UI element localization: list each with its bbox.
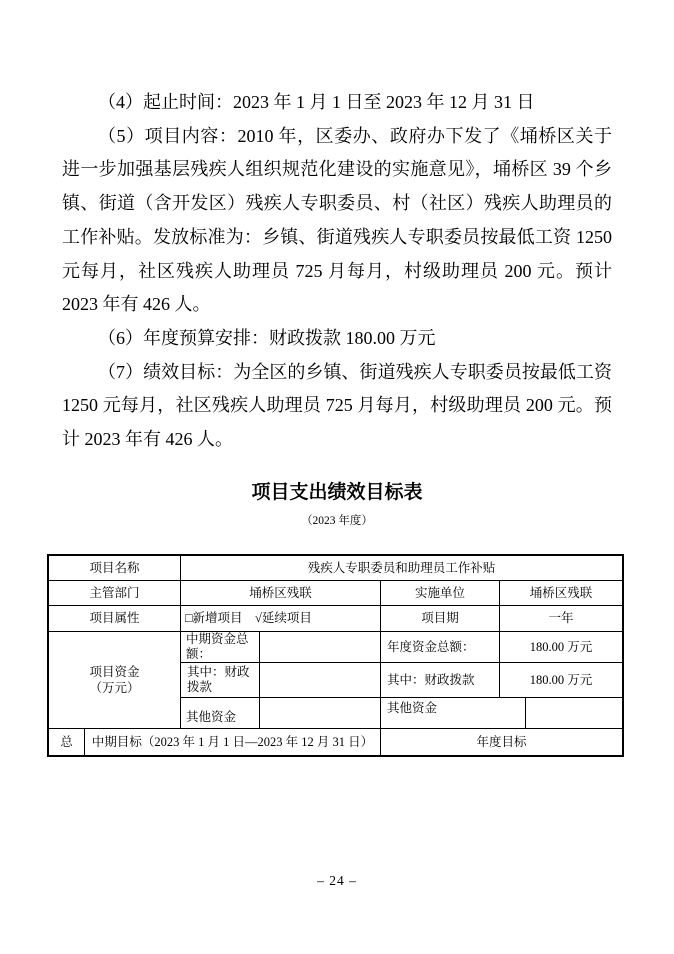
paragraph-7-performance-goal: （7）绩效目标：为全区的乡镇、街道残疾人专职委员按最低工资 1250 元每月，社区残疾人助理员 725 月每月，村级助理员 200 元。预计 2023 年有 426 人。 [62, 361, 612, 450]
cell-midterm-other-label: 其他资金 [181, 698, 260, 729]
page-number: – 24 – [317, 873, 357, 888]
cell-midterm-goal-label: 中期目标（2023 年 1 月 1 日—2023 年 12 月 31 日） [85, 729, 381, 755]
cell-project-period-label: 项目期 [381, 606, 500, 632]
cell-implementing-unit-label: 实施单位 [381, 581, 500, 606]
cell-annual-fiscal-value: 180.00 万元 [500, 663, 622, 698]
table-subtitle: （2023 年度） [301, 515, 373, 527]
project-funds-label-line1: 项目资金 [89, 665, 140, 679]
performance-target-table [47, 554, 624, 757]
cell-midterm-other-value [260, 698, 381, 729]
cell-project-name-value: 残疾人专职委员和助理员工作补贴 [181, 556, 622, 581]
cell-project-funds-label [49, 632, 181, 729]
cell-department-label: 主管部门 [49, 581, 181, 606]
cell-midterm-total-value [260, 632, 381, 663]
table-title: 项目支出绩效目标表 [251, 482, 423, 503]
body-text [62, 86, 612, 457]
paragraph-5-project-content: （5）项目内容：2010 年，区委办、政府办下发了《埇桥区关于进一步加强基层残疾人组织规范化建设的实施意见》，埇桥区 39 个乡镇、街道（含开发区）残疾人专职委员、村（社区）残疾人助理员的工作补贴。发放标准为：乡镇、街道残疾人专职委员按最低工资 1250 元每月，社区残疾人助理员 725 月每月，村级助理员 200 元。预计 2023 年有 426 人。 [62, 125, 612, 315]
cell-project-attribute-label: 项目属性 [49, 606, 181, 632]
cell-project-name-label: 项目名称 [49, 556, 181, 581]
paragraph-6-annual-budget: （6）年度预算安排：财政拨款 180.00 万元 [98, 327, 436, 348]
cell-annual-fiscal-label: 其中：财政拨款 [381, 663, 500, 698]
cell-annual-total-label: 年度资金总额： [381, 632, 500, 663]
cell-summary-goal-label: 总 [49, 729, 85, 755]
cell-annual-goal-label: 年度目标 [476, 734, 527, 749]
cell-project-attribute-value: □新增项目 √延续项目 [181, 606, 381, 632]
cell-project-period-value: 一年 [500, 606, 622, 632]
paragraph-4-dates: （4）起止时间：2023 年 1 月 1 日至 2023 年 12 月 31 日 [98, 92, 535, 112]
cell-midterm-total-label: 中期资金总额： [181, 632, 260, 663]
cell-midterm-fiscal-value [260, 663, 381, 698]
cell-midterm-fiscal-label: 其中：财政拨款 [181, 663, 260, 698]
cell-department-value: 埇桥区残联 [181, 581, 381, 606]
cell-annual-total-value: 180.00 万元 [500, 632, 622, 663]
cell-implementing-unit-value: 埇桥区残联 [500, 581, 622, 606]
cell-annual-other-label: 其他资金 [381, 698, 526, 729]
cell-annual-other-value [526, 698, 622, 729]
project-funds-label-line2: （万元） [89, 681, 140, 695]
